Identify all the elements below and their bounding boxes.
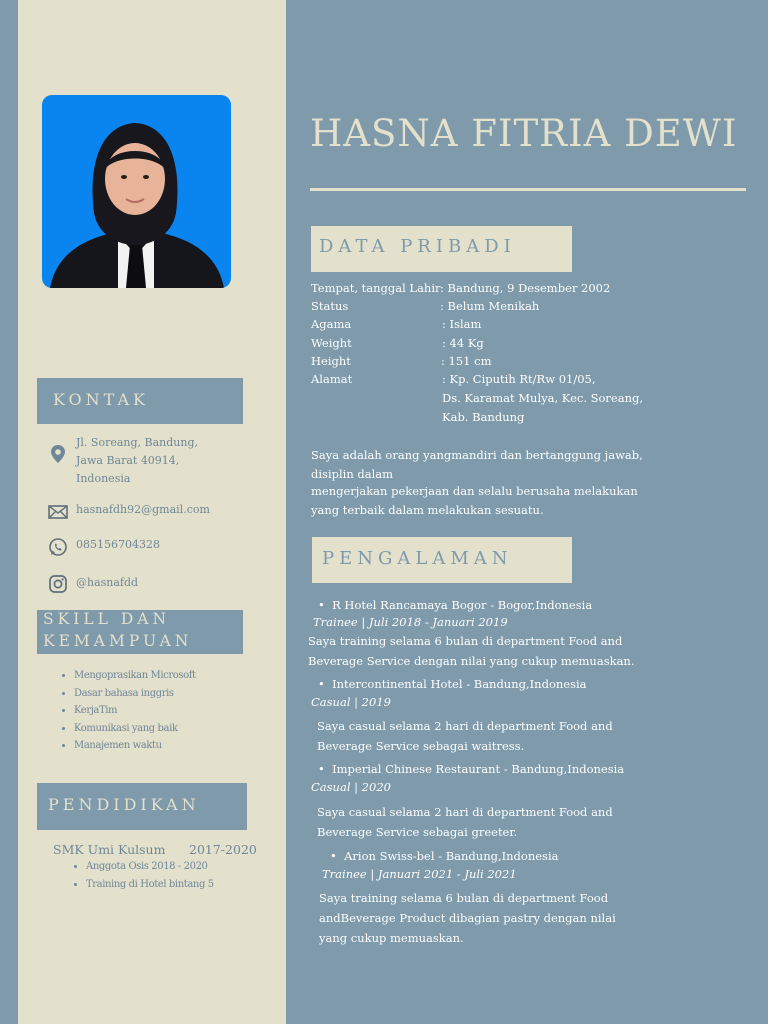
value-alamat: : Kp. Ciputih Rt/Rw 01/05, xyxy=(442,372,596,386)
list-item: • Komunikasi yang baik xyxy=(74,720,196,738)
pendidikan-list xyxy=(70,858,214,893)
instagram-text[interactable]: @hasnafdd xyxy=(76,576,139,589)
address-text: Jl. Soreang, Bandung, Jawa Barat 40914, Indonesia xyxy=(76,436,198,485)
label-status: Status xyxy=(311,299,349,313)
label-height: Height xyxy=(311,354,351,368)
label-ttl: Tempat, tanggal Lahir xyxy=(311,281,441,295)
value-ttl: : Bandung, 9 Desember 2002 xyxy=(440,281,611,295)
skill-heading-line1: SKILL DAN xyxy=(43,610,171,628)
job-meta: Casual | 2019 xyxy=(311,695,391,709)
school-name: SMK Umi Kulsum xyxy=(53,842,166,857)
data-pribadi-heading: DATA PRIBADI xyxy=(319,236,516,257)
list-item: • Dasar bahasa inggris xyxy=(74,685,196,703)
email-text[interactable]: hasnafdh92@gmail.com xyxy=(76,503,210,516)
kontak-heading: KONTAK xyxy=(53,390,149,409)
label-agama: Agama xyxy=(311,317,352,331)
whatsapp-icon xyxy=(48,537,68,557)
map-pin-icon xyxy=(48,444,68,464)
job-desc: Saya casual selama 2 hari di department Food and Beverage Service sebagai waitress. xyxy=(317,719,613,753)
value-agama: : Islam xyxy=(442,317,482,331)
pengalaman-heading-box xyxy=(312,537,572,583)
data-pribadi-heading-box xyxy=(311,226,572,272)
list-item: • KerjaTim xyxy=(74,702,196,720)
job-desc: Saya training selama 6 bulan di department Food andBeverage Product dibagian pastry dengan nilai yang cukup memuaskan. xyxy=(319,891,616,945)
job-meta: Trainee | Januari 2021 - Juli 2021 xyxy=(322,867,517,881)
value-alamat-3: Kab. Bandung xyxy=(442,410,525,424)
full-name: HASNA FITRIA DEWI xyxy=(310,112,738,155)
summary-1: Saya adalah orang yangmandiri dan bertanggung jawab, disiplin dalam xyxy=(311,448,643,481)
summary-2: mengerjakan pekerjaan dan selalu berusaha melakukan yang terbaik dalam melakukan sesuatu. xyxy=(311,484,638,517)
instagram-icon xyxy=(48,574,68,594)
label-weight: Weight xyxy=(311,336,352,350)
list-item: • Mengoprasikan Microsoft xyxy=(74,667,196,685)
list-item: • Manajemen waktu xyxy=(74,737,196,755)
school-years: 2017-2020 xyxy=(189,842,257,857)
value-alamat-2: Ds. Karamat Mulya, Kec. Soreang, xyxy=(442,391,644,405)
list-item: • Anggota Osis 2018 - 2020 xyxy=(86,858,214,876)
list-item: • Training di Hotel bintang 5 xyxy=(86,876,214,894)
phone-text[interactable]: 085156704328 xyxy=(76,538,160,551)
value-weight: : 44 Kg xyxy=(442,336,484,350)
pendidikan-heading-box xyxy=(37,783,247,830)
job-title: • R Hotel Rancamaya Bogor - Bogor,Indonesia xyxy=(318,598,593,612)
job-title: • Intercontinental Hotel - Bandung,Indonesia xyxy=(318,677,587,691)
email-row[interactable] xyxy=(48,501,210,522)
mail-icon xyxy=(48,502,68,522)
instagram-row[interactable] xyxy=(48,574,138,594)
job-title: • Imperial Chinese Restaurant - Bandung,Indonesia xyxy=(318,762,625,776)
skill-list xyxy=(58,667,196,755)
pengalaman-heading: PENGALAMAN xyxy=(322,548,513,569)
value-status: : Belum Menikah xyxy=(440,299,540,313)
skill-heading-box xyxy=(37,610,243,654)
job-meta: Casual | 2020 xyxy=(311,780,391,794)
divider xyxy=(310,188,746,191)
profile-photo xyxy=(42,95,231,288)
job-meta: Trainee | Juli 2018 - Januari 2019 xyxy=(313,615,508,629)
value-height: : 151 cm xyxy=(441,354,492,368)
job-title: • Arion Swiss-bel - Bandung,Indonesia xyxy=(330,849,559,863)
label-alamat: Alamat xyxy=(311,372,353,386)
address-row xyxy=(48,434,198,488)
skill-heading-line2: KEMAMPUAN xyxy=(43,632,193,650)
job-desc: Saya casual selama 2 hari di department Food and Beverage Service sebagai greeter. xyxy=(317,805,613,839)
job-desc: Saya training selama 6 bulan di department Food and Beverage Service dengan nilai yang cukup memuaskan. xyxy=(308,634,635,668)
pendidikan-heading: PENDIDIKAN xyxy=(48,795,200,814)
phone-row[interactable] xyxy=(48,536,160,557)
kontak-heading-box xyxy=(37,378,243,424)
